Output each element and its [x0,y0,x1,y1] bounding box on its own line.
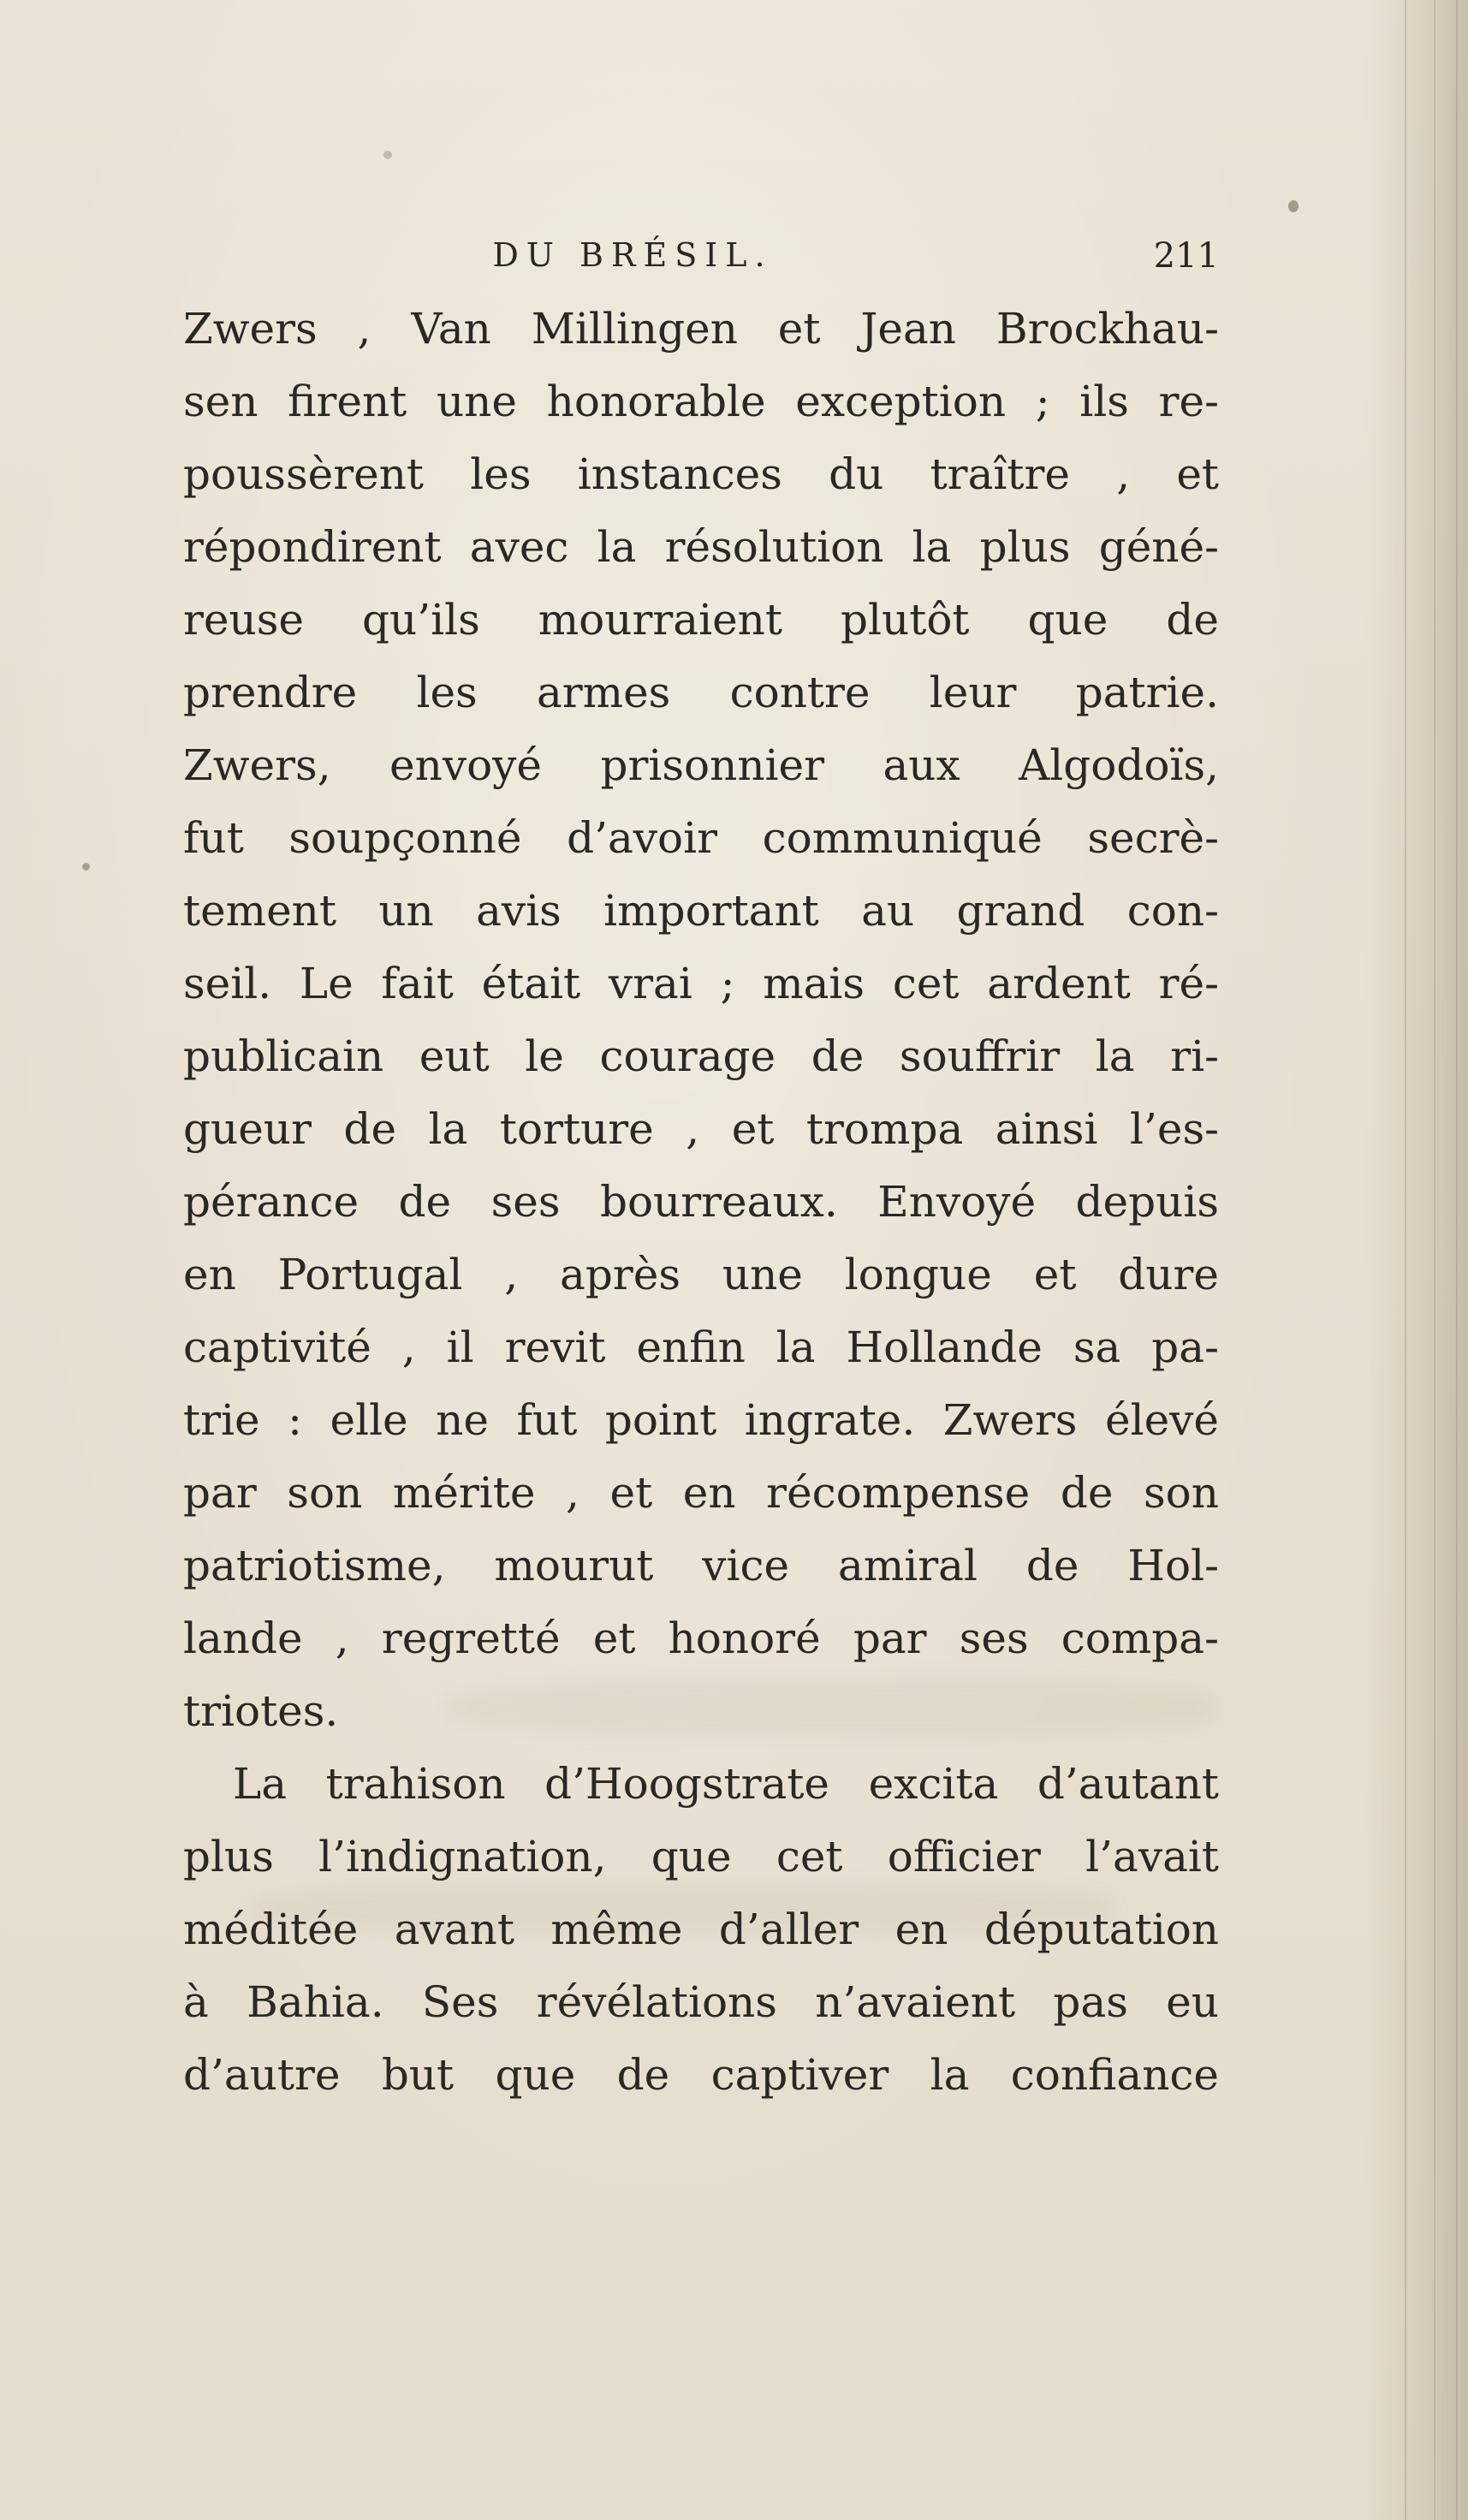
text-line: poussèrent les instances du traître , et [183,449,1219,499]
text-line: fut soupçonné d’avoir communiqué secrè- [183,813,1219,863]
text-line: gueur de la torture , et trompa ainsi l’es- [183,1104,1219,1154]
page-number: 211 [1153,236,1219,276]
text-line: trie : elle ne fut point ingrate. Zwers élevé [183,1395,1219,1445]
text-line: publicain eut le courage de souffrir la ri- [183,1031,1219,1081]
text-line: prendre les armes contre leur patrie. [183,668,1219,717]
text-line: répondirent avec la résolution la plus géné- [183,522,1219,572]
text-line: lande , regretté et honoré par ses compa- [183,1614,1219,1663]
text-line: pérance de ses bourreaux. Envoyé depuis [183,1177,1219,1227]
text-line: à Bahia. Ses révélations n’avaient pas eu [183,1977,1219,2027]
text-line: Zwers, envoyé prisonnier aux Algodoïs, [183,740,1219,790]
foxing-spot [82,863,90,871]
text-line: d’autre but que de captiver la confiance [183,2050,1219,2100]
text-line: seil. Le fait était vrai ; mais cet ardent ré- [183,959,1219,1008]
page-edge-line [1434,0,1435,2520]
text-line: patriotisme, mourut vice amiral de Hol- [183,1541,1219,1590]
text-line: reuse qu’ils mourraient plutôt que de [183,595,1219,645]
page-edge-line [1405,0,1406,2520]
body-text [183,293,1219,2112]
text-line: sen firent une honorable exception ; ils re- [183,377,1219,426]
text-line: plus l’indignation, que cet officier l’avait [183,1832,1219,1881]
running-head-title: DU BRÉSIL. [492,236,773,274]
text-line: par son mérite , et en récompense de son [183,1468,1219,1518]
text-line: en Portugal , après une longue et dure [183,1250,1219,1299]
text-line: Zwers , Van Millingen et Jean Brockhau- [183,304,1219,354]
running-head [183,236,1219,284]
text-line: tement un avis important au grand con- [183,886,1219,936]
page-edge-line [1456,0,1458,2520]
text-line-paragraph-start: La trahison d’Hoogstrate excita d’autant [233,1759,1219,1809]
foxing-spot [1288,200,1299,212]
text-line: méditée avant même d’aller en députation [183,1905,1219,1954]
text-line: captivité , il revit enfin la Hollande sa pa- [183,1322,1219,1372]
text-line-paragraph-end: triotes. [183,1686,339,1736]
page-edge-shadow [1365,0,1468,2520]
foxing-spot [383,151,392,159]
